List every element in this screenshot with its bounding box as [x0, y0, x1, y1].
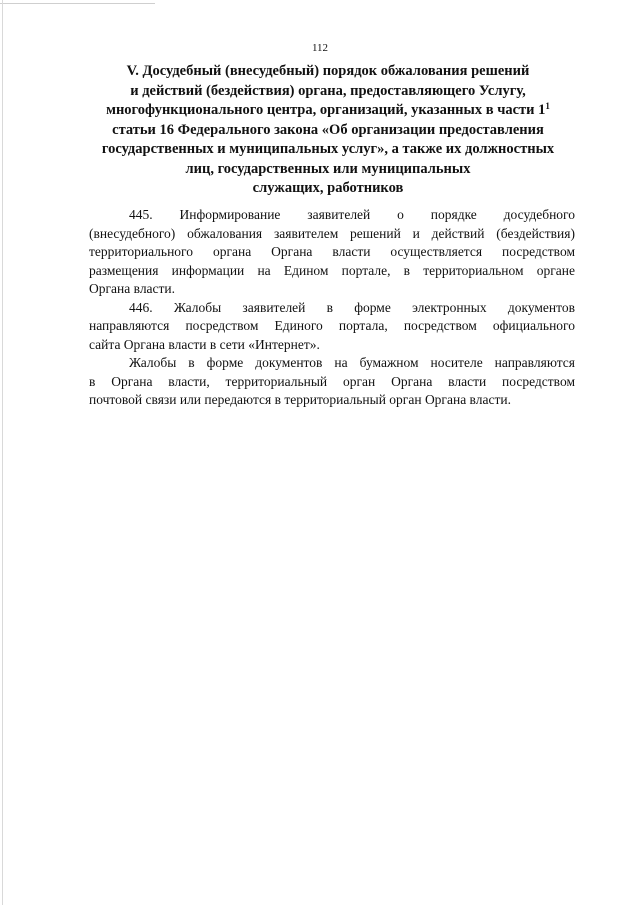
heading-line: статьи 16 Федерального закона «Об организации предоставления	[112, 121, 544, 138]
heading-line	[78, 101, 578, 121]
paragraph-line: размещения информации на Едином портале, в территориальном органе	[89, 262, 575, 278]
paragraph-line: сайта Органа власти в сети «Интернет».	[89, 336, 320, 352]
scan-edge-top	[0, 0, 155, 4]
page-number: 112	[311, 42, 329, 54]
document-body	[89, 206, 575, 410]
paragraph-line: в Органа власти, территориальный орган Органа власти посредством	[89, 373, 575, 389]
heading-line: служащих, работников	[252, 180, 404, 196]
heading-line: государственных и муниципальных услуг», а также их должностных	[101, 141, 555, 157]
scan-edge-left	[2, 0, 3, 905]
paragraph-line: Органа власти.	[89, 281, 176, 296]
paragraph-line: Жалобы в форме документов на бумажном носителе направляются	[129, 355, 575, 370]
paragraph-line: 446. Жалобы заявителей в форме электронных документов	[129, 299, 575, 315]
paragraph-446	[89, 299, 575, 355]
heading-line: V. Досудебный (внесудебный) порядок обжалования решений	[126, 63, 530, 79]
heading-superscript: 1	[545, 101, 550, 111]
heading-line: и действий (бездействия) органа, предоставляющего Услугу,	[130, 82, 526, 99]
paragraph-line: (внесудебного) обжалования заявителем решений и действий (бездействия)	[89, 225, 575, 241]
paragraph-paper-complaints	[89, 354, 575, 410]
paragraph-445	[89, 206, 575, 299]
paragraph-line: почтовой связи или передаются в территориальный орган Органа власти.	[89, 392, 511, 407]
paragraph-line: территориального органа Органа власти осуществляется посредством	[89, 244, 575, 259]
paragraph-line: направляются посредством Единого портала, посредством официального	[89, 318, 575, 333]
section-heading	[78, 62, 578, 199]
paragraph-line: 445. Информирование заявителей о порядке досудебного	[129, 207, 575, 222]
heading-line: лиц, государственных или муниципальных	[185, 160, 471, 177]
heading-line-text: многофункционального центра, организаций, указанных в части 1	[106, 102, 546, 118]
